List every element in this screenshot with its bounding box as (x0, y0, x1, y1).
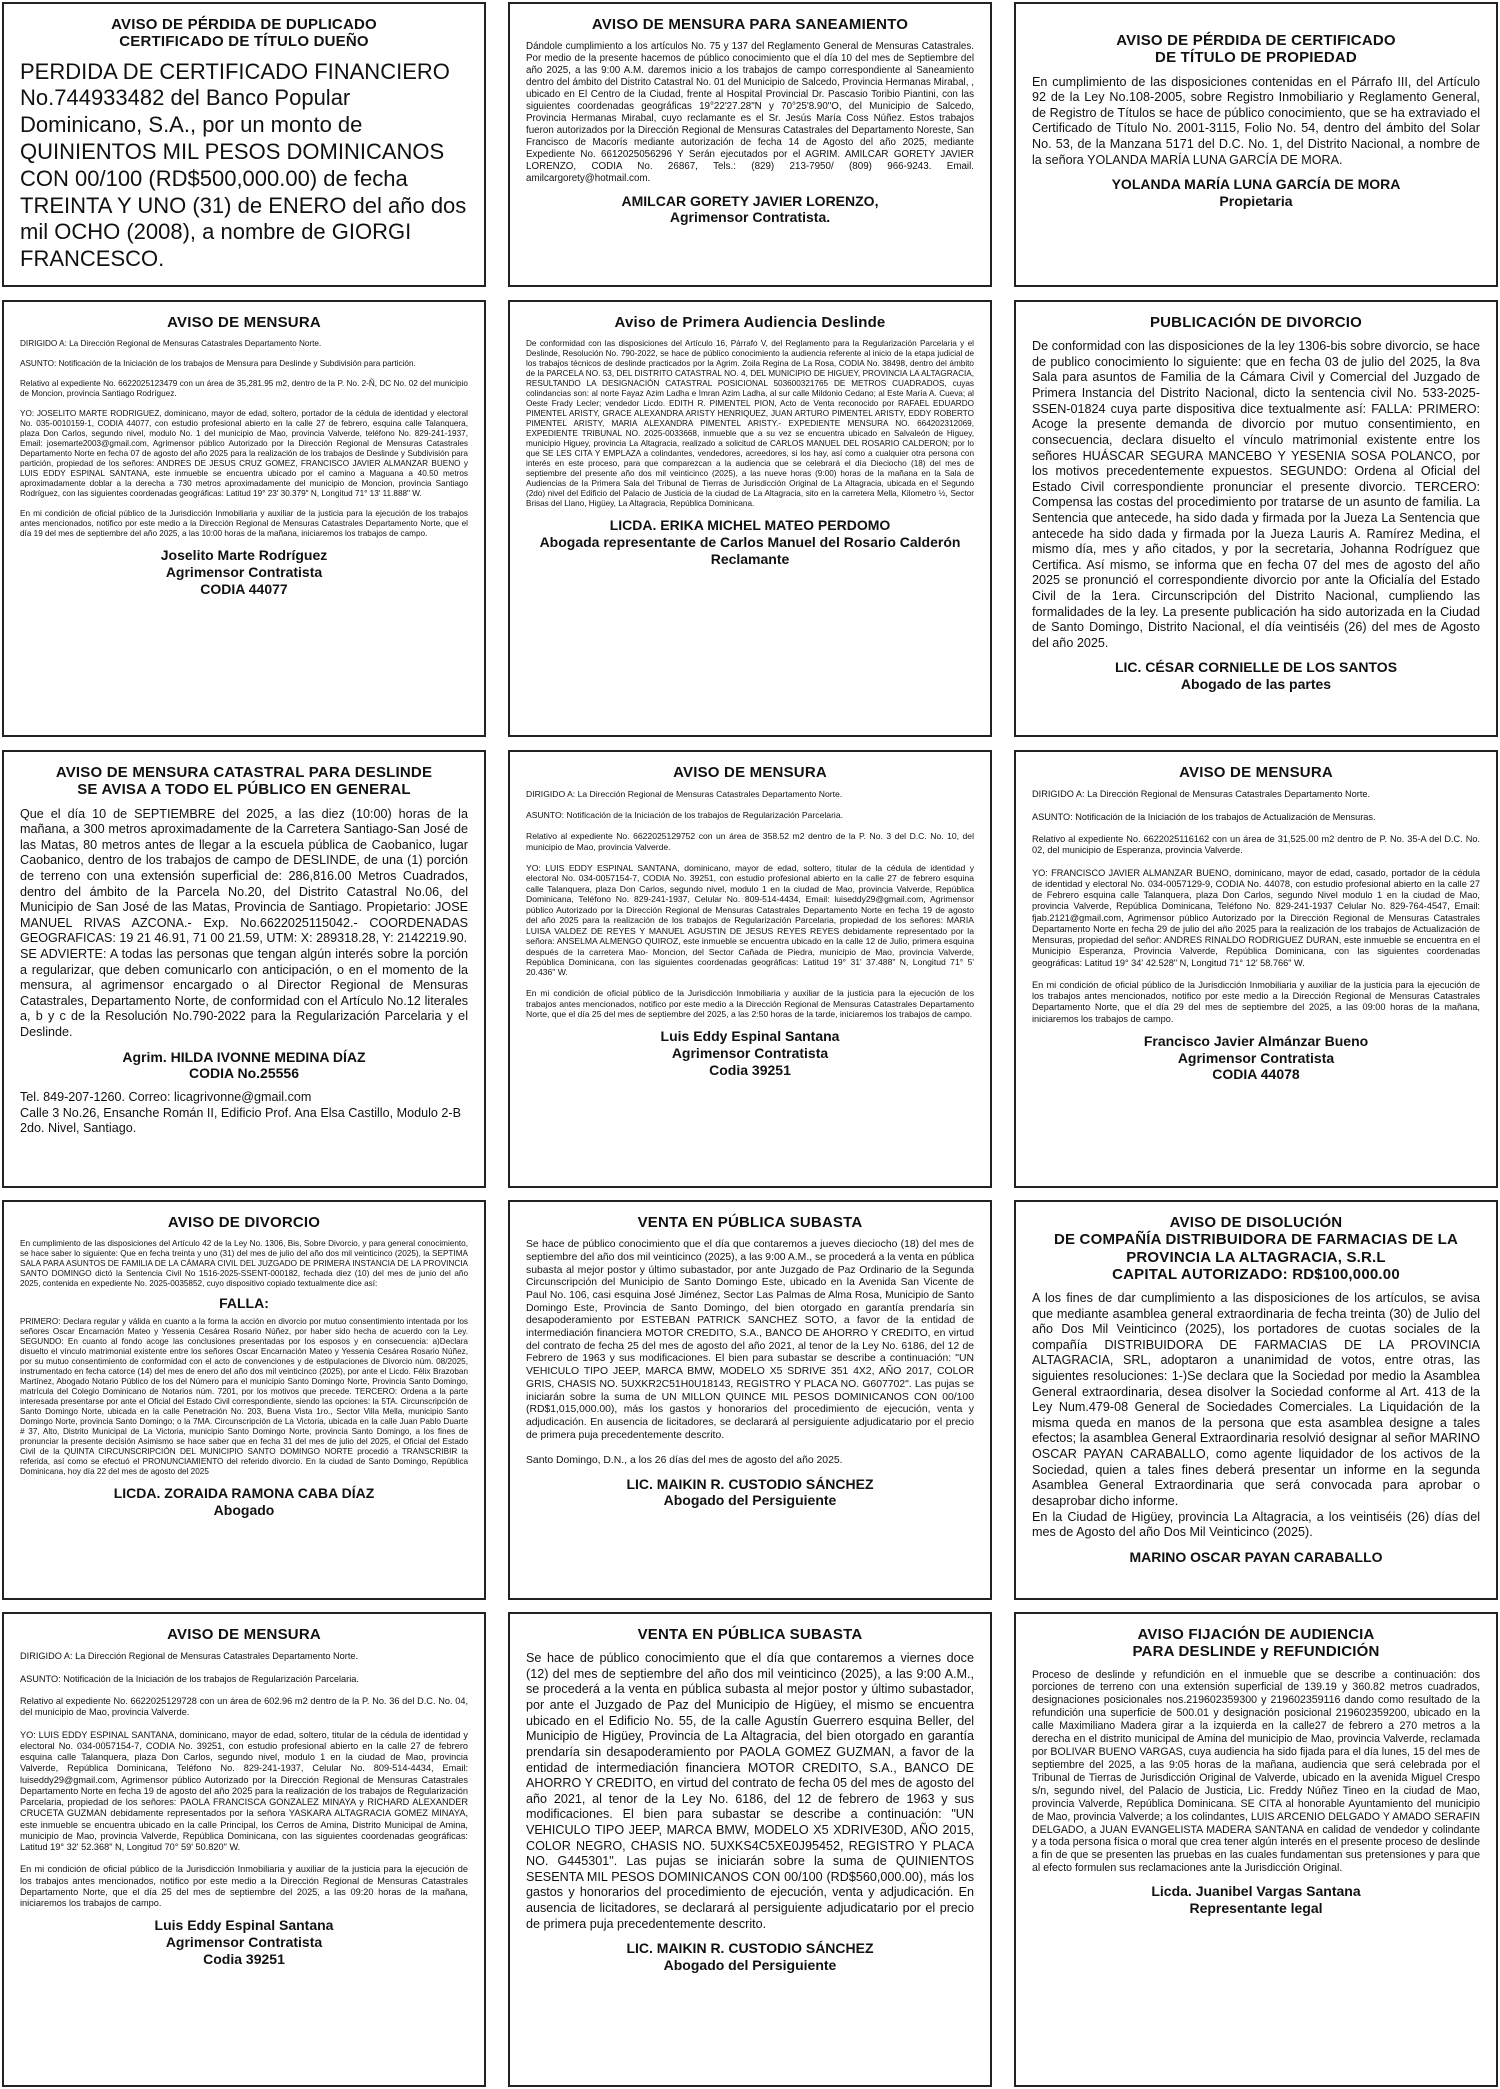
notice-mensura-mao-p3 (508, 750, 992, 1188)
notice-mensura-mao-p36 (2, 1612, 486, 2087)
notice-title: AVISO DE MENSURA (167, 314, 321, 331)
notice-body: En cumplimiento de las disposiciones del Artículo 42 de la Ley No. 1306, Bis, Sobre Divorcio, y para general conocimiento, se hace saber lo siguiente: Que en fecha treinta y uno (31) del mes de julio del año dos mil veinticinco (2025), la SEPTIMA SALA PARA ASUNTOS DE FAMILIA DE LA CÁMARA CIVIL DEL JUZGADO DE PRIMERA INSTANCIA DE LA PROVINCIA SANTO DOMINGO dictó la Sentencia Civil No 1516-2025-SSENT-000182, fechada diez (10) del mes de junio del año 2025, contenida en expediente No. 2025-0035852, cuyo dispositivo copiado textualmente dice así: (20, 1239, 468, 1289)
notice-mensura-saneamiento (508, 2, 992, 287)
notice-venta-subasta-1 (508, 1200, 992, 1600)
notice-title: AVISO DE MENSURA (167, 1626, 321, 1643)
notice-body: DIRIGIDO A: La Dirección Regional de Mensuras Catastrales Departamento Norte. ASUNTO: Notificación de la Iniciación de los trabajos de Actualización de Mensuras. Relativo al expediente No. 6622025116162 con un área de 31,525.00 m2 dentro de P. No. 35-A del D.C. No. 02, del municipio de Esperanza, provincia Valverde. YO: FRANCISCO JAVIER ALMANZAR BUENO, dominicano, mayor de edad, casado, portador de la cédula de identidad y electoral No. 034-0057129-9, CODIA No. 44078, con estudio profesional abierto en la calle 27 de Febrero esquina calle Talanquera, plaza Don Carlos, segundo Nivel modulo 1 en la ciudad de Mao, provincia Valverde, República Dominicana, Teléfono No. 829-241-1937 Celular No. 829-764-4547, Email: fjab.2121@gmail.com, Agrimensor público Autorizado por la Dirección Regional de Mensuras Catastrales Departamento Norte en fecha 29 de julio del año 2025 para la realización de los trabajos de Actualización de Mensuras, propiedad del señor: ANDRES RINALDO RODRIGUEZ DURAN, este inmueble se encuentra en el Municipio Esperanza, Provincia Valverde, República Dominicana, con las siguientes coordenadas geográficas: Latitud 19° 34' 42.528" N, Longitud 71° 12' 58.766" W. En mi condición de oficial público de la Jurisdicción Inmobiliaria y auxiliar de la justicia para la ejecución de los trabajos antes mencionados, notifico por este medio a la Dirección Regional de Mensuras Catastrales Departamento Norte, que el día 29 del mes de septiembre del 2025, a las 09:00 horas de la mañana, iniciaremos los trabajos de campo. (1032, 789, 1480, 1024)
notice-title: AVISO DE DIVORCIO (167, 1214, 321, 1231)
notice-title: PUBLICACIÓN DE DIVORCIO (1149, 314, 1363, 331)
notice-body: A los fines de dar cumplimiento a las disposiciones de los artículos, se avisa que mediante asamblea general extraordinaria de fecha treinta (30) de Julio del año Dos Mil Veinticinco (2025), los portadores de cuotas sociales de la compañía DISTRIBUIDORA DE FARMACIAS DE LA PROVINCIA ALTAGRACIA, SRL, adoptaron a unanimidad de votos, entre otras, las siguientes resoluciones: 1-)Se declara que la Sociedad por medio la Asamblea General extraordinaria, desea disolver la Sociedad conforme al Art. 413 de la Ley Num.479-08 General de Sociedades Comerciales. La Liquidación de la misma queda en manos de la persona que esta asamblea designe a tales efectos; la asamblea General Extraordinaria resolvió designar al señor MARINO OSCAR PAYAN CARABALLO, como agente liquidador de los activos de la Sociedad, quien a tales fines deberá presentar un informe en la segunda Asamblea General Extraordinaria que será convocada para aprobar o desaprobar dicho informe. En la Ciudad de Higüey, provincia La Altagracia, a los veintiséis (26) días del mes de Agosto del año Dos Mil Veinticinco (2025). (1032, 1291, 1480, 1540)
notice-venta-subasta-2 (508, 1612, 992, 2087)
notice-signature: Luis Eddy Espinal Santana Agrimensor Contratista Codia 39251 (154, 1917, 334, 1967)
notice-signature: LICDA. ZORAIDA RAMONA CABA DÍAZ Abogado (113, 1485, 375, 1519)
notice-signature: MARINO OSCAR PAYAN CARABALLO (1129, 1548, 1383, 1565)
notice-signature: LICDA. ERIKA MICHEL MATEO PERDOMO Abogada representante de Carlos Manuel del Rosario Calderón Reclamante (539, 517, 961, 567)
notice-title: AVISO FIJACIÓN DE AUDIENCIA PARA DESLINDE y REFUNDICIÓN (1132, 1626, 1380, 1661)
notice-body-dispositivo: PRIMERO: Declara regular y válida en cuanto a la forma la acción en divorcio por mutuo consentimiento intentada por los señores Oscar Encarnación Mateo y Yessenia Cesárea Rosario Núñez, por haber sido hecha de acuerdo con la Ley. SEGUNDO: En cuanto al fondo acoge las conclusiones presentadas por los esposos y en consecuencia: a)Declara disuelto el vínculo matrimonial existente entre los señores Oscar Encarnación Mateo y Yessenia Cesárea Rosario Núñez, por su mutuo consentimiento de conformidad con el acto de convenciones y de estipulaciones de Divorcio núm. 08/2025, instrumentado en fecha catorce (14) del mes de enero del año dos mil veinticinco (2025), por ante el Licdo. Félix Brazoban Martínez, Abogado Notario Público de los del Número para el municipio Santo Domingo Norte, Provincia Santo Domingo, matrícula del Colegio Dominicano de Notarios núm. 7201, por los motivos que precede. TERCERO: Ordena a la parte interesada presentarse por ante el Oficial del Estado Civil correspondiente, siendo las opciones: la 5TA. Circunscripción de Santo Domingo Norte, ubicada en la calle Penetración No. 203, Buena Vista 1ro., Sector Villa Mella, municipio Santo Domingo Norte, provincia Santo Domingo; o la 7MA. Circunscripción de La Victoria, ubicada en la calle Juan Pablo Duarte # 37, Alto, Distrito Municipal de La Victoria, municipio Santo Domingo Norte, provincia Santo Domingo, a los fines de pronunciar la presente decisión Asimismo se hace saber que en fecha 31 del mes de julio del 2025, el Oficial del Estado Civil de la QUINTA CIRCUNSCRIPCIÓN DEL MUNICIPIO SANTO DOMINGO NORTE procedió a TRANSCRIBIR la referida, así como se efectuó el PRONUNCIAMIENTO del referido divorcio. En la ciudad de Santo Domingo, República Dominicana, hoy día 22 del mes de agosto del 2025 (20, 1317, 468, 1477)
notice-body: Proceso de deslinde y refundición en el inmueble que se describe a continuación: dos porciones de terreno con una extensión superficial de 139.19 y 360.82 metros cuadrados, designaciones posicionales nos.219602359300 y 219602359116 dando como resultado de la refundición una superficie de 500.01 y designación posicional 219602359200, ubicado en la calle Maximiliano Madera girar a la izquierda en la calle27 de febrero a 270 metros a la derecha en el distrito municipal de Amina del municipio de Mao, provincia Valverde, reclamada por BOLIVAR BUENO VARGAS, cuya audiencia ha sido fijada para el día lunes, 15 del mes de septiembre del 2025, a las 9:05 horas de la mañana, audiencia que será celebrada por el Tribunal de Tierras de Jurisdicción Original de Valverde, ubicado en la avenida Miguel Crespo s/n, segundo nivel, del Palacio de Justicia, Lic. Freddy Núñez Tineo en la ciudad de Mao, provincia Valverde, República Dominicana. SE CITA al honorable Ayuntamiento del municipio de Mao, provincia Valverde; a los colindantes, LUIS ARCENIO DELGADO Y AMADO SERAFIN DELGADO, a JUAN EVANGELISTA MADERA SANTANA en calidad de vendedor y colindante y a toda persona física o moral que crea tener algún interés en el presente proceso de deslinde a fin de que se presenten las pruebas en las cuales fundamentan sus pretensiones y para que al efecto formulen sus reclamaciones ante la Jurisdicción Original. (1032, 1668, 1480, 1875)
notice-mensura-catastral-deslinde (2, 750, 486, 1188)
notice-disolucion-compania (1014, 1200, 1498, 1600)
notice-perdida-titulo-propiedad (1014, 2, 1498, 287)
notice-signature: LIC. MAIKIN R. CUSTODIO SÁNCHEZ Abogado del Persiguiente (626, 1475, 874, 1509)
notice-body: Se hace de público conocimiento que el día que contaremos a jueves dieciocho (18) del mes de septiembre del año dos mil veinticinco (2025), a las 9:00 A.M., se procederá a la venta en pública subasta al mejor postor y último subastador, por ante Juzgado de Paz Ordinario de la Segunda Circunscripción del Municipio de Santo Domingo Este, ubicado en la Avenida San Vicente de Paul No. 106, casi esquina José Jiménez, Sector Las Palmas de Alma Rosa, Municipio de Santo Domingo Este, Provincia de Santo Domingo, del bien otorgado en garantía prendaría sin desapoderamiento por ESTEBAN PATRICK SANCHEZ SOTO, a favor de la entidad de intermediación financiera MOTOR CREDITO, S.A., BANCO DE AHORRO Y CREDITO, en virtud del contrato de fecha 25 del mes de agosto del año 2021, al tenor de la Ley No. 6186, del 12 de Febrero de 1963 y sus modificaciones. El bien para subastar se describe a continuación: "UN VEHICULO TIPO JEEP, MARCA BMW, MODELO X5 SDRIVE 351 4X2, AÑO 2017, COLOR GRIS, CHASIS NO. 5UXKR2C51H0U18143, REGISTRO Y PLACA NO. G607702". Las pujas se iniciarán sobre la suma de UN MILLON QUINCE MIL PESOS DOMINICANOS CON 00/100 (RD$1,015,000.00), más los gastos y honorarios del procedimiento de ejecución, venta y adjudicación. En ausencia de licitadores, se declarará al persiguiente adjudicatario por el precio de primera puja precedentemente descrito. Santo Domingo, D.N., a los 26 días del mes de agosto del año 2025. (526, 1239, 974, 1466)
notice-body: Se hace de público conocimiento que el día que contaremos a viernes doce (12) del mes de septiembre del año dos mil veinticinco (2025), a las 9:00 A.M., se procederá a la venta en pública subasta al mejor postor y último subastador, por ante el Juzgado de Paz del Municipio de Higüey, el mismo se encuentra ubicado en el Edificio No. 55, de la calle Agustín Guerrero esquina Beller, del Municipio de Higüey, Provincia de La Altagracia, del bien otorgado en garantía prendaría sin desapoderamiento por PAOLA GOMEZ GUZMAN, a favor de la entidad de intermediación financiera MOTOR CREDITO, S.A., BANCO DE AHORRO Y CREDITO, en virtud del contrato de fecha 05 del mes de agosto del año 2021, al tenor de la Ley No. 6186, del 12 de febrero de 1963 y sus modificaciones. El bien para subastar se describe a continuación: "UN VEHICULO TIPO JEEP, MARCA BMW, MODELO X5 XDRIVE30D, AÑO 2015, COLOR NEGRO, CHASIS NO. 5UXKS4C5XE0J95452, REGISTRO Y PLACA NO. G445301". Las pujas se iniciarán sobre la suma de QUINIENTOS SESENTA MIL PESOS DOMINICANOS CON 00/100 (RD$560,000.00), más los gastos y honorarios del procedimiento de ejecución, venta y adjudicación. En ausencia de licitadores, se declarará al persiguiente adjudicatario por el precio de primera puja precedentemente descrito. (526, 1651, 974, 1931)
notice-signature: Francisco Javier Almánzar Bueno Agrimensor Contratista CODIA 44078 (1143, 1032, 1369, 1083)
notice-title: AVISO DE PÉRDIDA DE DUPLICADO CERTIFICADO DE TÍTULO DUEÑO (111, 16, 377, 51)
notice-falla-heading: FALLA: (219, 1295, 269, 1312)
notice-title: Aviso de Primera Audiencia Deslinde (614, 314, 886, 331)
notice-body: Que el día 10 de SEPTIEMBRE del 2025, a las diez (10:00) horas de la mañana, a 300 metros aproximadamente de la Carretera Santiago-San José de las Matas, 80 metros antes de llegar a la escuela pública de Caobanico, lugar Caobanico, dentro de los trabajos de campo de DESLINDE, de una (1) porción de terreno con una extensión superficial de: 286,816.00 Metros Cuadrados, dentro del ámbito de la Parcela No.20, del Distrito Catastral No.06, del Municipio de San José de las Matas, Provincia de Santiago. Propietario: JOSE MANUEL RIVAS AZCONA.- Exp. No.6622025115042.- COORDENADAS GEOGRAFICAS: 19 21 46.91, 71 00 21.59, UTM: X: 289318.28, Y: 2142219.90. SE ADVIERTE: A todas las personas que tengan algún interés sobre la porción a regularizar, que deben comunicarlo con anticipación, o en el momento de la mensura, al agrimensor encargado o al Director Regional de Mensuras Catastrales, Departamento Norte, de conformidad con el Artículo No.12 literales a, b y c de la Resolución No.790-2022 para la Regularización Parcelaria y el Deslinde. (20, 806, 468, 1040)
notice-body: DIRIGIDO A: La Dirección Regional de Mensuras Catastrales Departamento Norte. ASUNTO: Notificación de la Iniciación de los trabajos de Regularización Parcelaria. Relativo al expediente No. 6622025129752 con un área de 358.52 m2 dentro de la P. No. 3 del D.C. No. 10, del municipio de Mao, provincia Valverde. YO: LUIS EDDY ESPINAL SANTANA, dominicano, mayor de edad, soltero, titular de la cédula de identidad y electoral No. 034-0057154-7, CODIA No. 39251, con estudio profesional abierto en la calle 27 de febrero esquina calle Talanquera, plaza Don Carlos, segundo nivel, modulo 1 en la ciudad de Mao, provincia Valverde, República Dominicana, Teléfono No. 829-241-1937, Celular No. 809-514-4434, Email: luiseddy29@gmail.com, Agrimensor público Autorizado por la Dirección Regional de Mensuras Catastrales Departamento Norte en fecha 19 de agosto del año 2025 para la realización de los trabajos de Regularización Parcelaria, propiedad de los señores: MARIA LUISA VALDEZ DE REYES Y MANUEL AGUSTIN DE JESUS REYES REYES debidamente representado por la señora: ANSELMA ALMENGO QUIROZ, este inmueble se encuentra ubicado en la calle 12 de Julio, primera esquina después de la carretera Mao- Moncion, del Sector Cañada de Piedra, municipio de Mao, provincia Valverde, República Dominicana, con las siguientes coordenadas geográficas: Latitud 19° 31' 37.488" N, Longitud 71° 5' 20.436" W. En mi condición de oficial público de la Jurisdicción Inmobiliaria y auxiliar de la justicia para la ejecución de los trabajos antes mencionados, notifico por este medio a la Dirección Regional de Mensuras Catastrales Departamento Norte, que el día 25 del mes de septiembre del 2025, a las 2:50 horas de la tarde, iniciaremos los trabajos de campo. (526, 789, 974, 1020)
notice-title: AVISO DE PÉRDIDA DE CERTIFICADO DE TÍTULO DE PROPIEDAD (1116, 32, 1396, 67)
notice-mensura-moncion (2, 300, 486, 737)
notice-body: Dándole cumplimiento a los artículos No. 75 y 137 del Reglamento General de Mensuras Catastrales. Por medio de la presente hacemos de público conocimiento que el día 10 del mes de Septiembre del año 2025, a las 9:00 A.M. daremos inicio a los trabajos de campo correspondiente al Saneamiento dentro del ámbito del Distrito Catastral No. 01 del Municipio de Salcedo, Provincia Hermanas Mirabal, , ubicado en El Centro de la Ciudad, frente al Hospital Provincial Dr. Pascasio Toribio Piantini, con las siguientes coordenadas geográficas 19°22'27.28"N y 70°25'8.90"O, del Municipio de Salcedo, Provincia Hermanas Mirabal, cuyo reclamante es el Sr. Jesús María Coss Núñez. Estos trabajos fueron autorizados por la Dirección Regional de Mensuras Catastrales del Departamento Noreste, San Francisco de Macorís mediante autorización de fecha 14 de Agosto del año 2025, mediante Expediente No. 6612025056296 Y Serán ejecutados por el AGRIM. AMILCAR GORETY JAVIER LORENZO, CODIA No. 26867, Tels.: (829) 213-7950/ (809) 966-9243. Email. amilcargorety@hotmail.com. (526, 41, 974, 184)
notice-title: AVISO DE DISOLUCIÓN DE COMPAÑÍA DISTRIBUIDORA DE FARMACIAS DE LA PROVINCIA LA ALTAGRACIA, S.R.L CAPITAL AUTORIZADO: RD$100,000.00 (1053, 1214, 1459, 1283)
notice-signature: LIC. MAIKIN R. CUSTODIO SÁNCHEZ Abogado del Persiguiente (626, 1940, 874, 1974)
notice-primera-audiencia-deslinde (508, 300, 992, 737)
notice-signature: Agrim. HILDA IVONNE MEDINA DÍAZ CODIA No.25556 (122, 1048, 366, 1082)
notice-title: AVISO DE MENSURA (1179, 764, 1333, 781)
notice-fijacion-audiencia (1014, 1612, 1498, 2087)
notice-body: En cumplimiento de las disposiciones contenidas en el Párrafo III, del Artículo 92 de la Ley No.108-2005, sobre Registro Inmobiliario y Reglamento General, de Registro de Títulos se hace de público conocimiento, que se ha extraviado el Certificado de Título No. 2001-3115, Folio No. 54, dentro del ámbito del Solar No. 53, de la Manzana 5171 del D.C. No. 1, del Distrito Nacional, a nombre de la señora YOLANDA MARÍA LUNA GARCÍA DE MORA. (1032, 74, 1480, 167)
notice-signature: LIC. CÉSAR CORNIELLE DE LOS SANTOS Abogado de las partes (1114, 659, 1398, 693)
notice-body: PERDIDA DE CERTIFICADO FINANCIERO No.744933482 del Banco Popular Dominicano, S.A., por un monto de QUINIENTOS MIL PESOS DOMINICANOS CON 00/100 (RD$500,000.00) de fecha TREINTA Y UNO (31) de ENERO del año dos mil OCHO (2008), a nombre de GIORGI FRANCESCO. (20, 58, 467, 272)
notice-body: De conformidad con las disposiciones del Artículo 16, Párrafo V, del Reglamento para la Regularización Parcelaria y el Deslinde, Resolución No. 790-2022, se hace de público conocimiento la audiencia referente al inicio de la etapa judicial de los trabajos técnicos de deslinde practicados por la Agrim. Zoila Regina de La Rosa, CODIA No. 38498, dentro del ámbito de la PARCELA NO. 53, DEL DISTRITO CATASTRAL NO. 4, DEL MUNICIPIO DE HIGUEY, PROVINCIA LA ALTAGRACIA, RESULTANDO LA DESIGNACIÓN CATASTRAL POSICIONAL 503600321765 DE METROS CUADRADOS, cuyas colindancias son: al norte Fayaz Azim Ladha e Imran Azim Ladha, al sur calle Mildonio Cedano; al Este María A. Cueva; al Oeste Frady Lecler; vendedor Licdo. EDITH R. PIMENTEL PION, Acto de Venta reconocido por RAFAEL EDUARDO PIMENTEL ARISTY, GRACE ALEXANDRA ARISTY HENRIQUEZ, JUAN ARTURO PIMENTEL ARISTY, EDDY ROBERTO PIMENTEL ARISTY, MARIA ALEXANDRA PIMENTEL ARISTY.- EXPEDIENTE MENSURA NO. 664202312069, EXPEDIENTE TRIBUNAL NO. 2025-0033668, inmueble que a su vez se encuentra ubicado en Salvaleón de Higuey, municipio Higuey, provincia La Altagracia, realizado a solicitud de CARLOS MANUEL DEL ROSARIO CALDERON; por lo que SE LES CITA Y EMPLAZA a colindantes, vendedores, acreedores, si los hay, así como a cualquier otra persona con interés en este proceso, para que comparezcan a la audiencia que se celebrará el día Dieciocho (18) del mes de septiembre del presente año dos mil veinticinco (2025), a las nueve horas (9:00) horas de la mañana en la Sala de Audiencias de la Primera Sala del Tribunal de Tierras de Jurisdicción Original de La Altagracia, ubicada en el Segundo (2do) nivel del Edificio del Palacio de Justicia de la ciudad de La Altagracia, sito en la carretera Mella, Kilometro ½, Sector Brisas del Llano, Higüey, La Altagracia, República Dominicana. (526, 339, 974, 509)
notice-signature: AMILCAR GORETY JAVIER LORENZO, Agrimensor Contratista. (621, 192, 879, 226)
notice-body: De conformidad con las disposiciones de la ley 1306-bis sobre divorcio, se hace de publico conocimiento lo siguiente: que en fecha 03 de julio del 2025, la 8va Sala para asuntos de Familia de la Cámara Civil y Comercial del Juzgado de Primera Instancia del Distrito Nacional, dicto la sentencia civil No. 533-2025-SSEN-01824 cuya parte dispositiva dice textualmente así: FALLA: PRIMERO: Acoge la presente demanda de divorcio por mutuo consentimiento, en consecuencia, declara disuelto el vínculo matrimonial existente entre los señores HUÁSCAR SEGURA MANCEBO Y YESENIA SOSA POLANCO, por los motivos precedentemente expuestos. SEGUNDO: Ordena al Oficial del Estado Civil correspondiente pronunciar el presente divorcio. TERCERO: Compensa las costas del procedimiento por tratarse de un asunto de familia. La Sentencia que antecede, ha sido dada y firmada por la Jueza La Sentencia que antecede ha sido dada y firmada por la Jueza Lauris A. Ramírez Medina, el mismo día, mes y año citados, y por la secretaria, Johanna Rodríguez que Certifica. Así mismo, se informa que en fecha 07 del mes de agosto del año 2025 se pronunció el correspondiente divorcio por ante la Oficialía del Estado Civil de la 1era. Circunscripción del Distrito Nacional, cumpliendo las formalidades de la ley. La presente publicación ha sido autorizada en la Ciudad de Santo Domingo, Distrito Nacional, el día veintiséis (26) del mes de Agosto del año 2025. (1032, 339, 1480, 650)
notice-body: DIRIGIDO A: La Dirección Regional de Mensuras Catastrales Departamento Norte. ASUNTO: Notificación de la Iniciación de los trabajos de Regularización Parcelaria. Relativo al expediente No. 6622025129728 con un área de 602.96 m2 dentro de la P. No. 36 del D.C. No. 04, del municipio de Mao, provincia Valverde. YO: LUIS EDDY ESPINAL SANTANA, dominicano, mayor de edad, soltero, titular de la cédula de identidad y electoral No. 034-0057154-7, CODIA No. 39251, con estudio profesional abierto en la calle 27 de febrero esquina calle Talanquera, plaza Don Carlos, segundo nivel, modulo 1 en la ciudad de Mao, provincia Valverde, República Dominicana, Teléfono No. 829-241-1937, Celular No. 809-514-4434, Email: luiseddy29@gmail.com, Agrimensor público Autorizado por la Dirección Regional de Mensuras Catastrales Departamento Norte en fecha 19 de agosto del año 2025 para la realización de los trabajos de Regularización Parcelaria, propiedad de los señores: PAOLA FRANCISCA GONZALEZ MINAYA y RICHARD ALEXANDER CRUCETA GUZMAN debidamente representados por la señora YASKARA ALTAGRACIA GOMEZ MINAYA, este inmueble se encuentra ubicado en la calle Principal, los Cerros de Amina, Distrito Municipal de Amina, municipio de Mao, provincia Valverde, República Dominicana, con las siguientes coordenadas geográficas: Latitud 19° 32' 52.368" N, Longitud 70° 59' 50.820" W. En mi condición de oficial público de la Jurisdicción Inmobiliaria y auxiliar de la justicia para la ejecución de los trabajos antes mencionados, notifico por este medio a la Dirección Regional de Mensuras Catastrales Departamento Norte, que el día 25 del mes de septiembre del 2025, a las 09:20 horas de la mañana, iniciaremos los trabajos de campo. (20, 1651, 468, 1909)
notice-publicacion-divorcio (1014, 300, 1498, 737)
notice-mensura-esperanza (1014, 750, 1498, 1188)
notice-title: AVISO DE MENSURA PARA SANEAMIENTO (591, 16, 909, 33)
notice-signature: Joselito Marte Rodríguez Agrimensor Contratista CODIA 44077 (160, 547, 328, 597)
notice-title: AVISO DE MENSURA (673, 764, 827, 781)
notice-title: VENTA EN PÚBLICA SUBASTA (637, 1626, 863, 1643)
notice-perdida-certificado-financiero (2, 2, 486, 287)
notice-body: DIRIGIDO A: La Dirección Regional de Mensuras Catastrales Departamento Norte. ASUNTO: Notificación de la Iniciación de los trabajos de Mensura para Deslinde y Subdivisión para partición. Relativo al expediente No. 6622025123479 con un área de 35,281.95 m2, dentro de la P. No. 2-Ñ, DC No. 02 del municipio de Moncion, provincia Santiago Rodríguez. YO: JOSELITO MARTE RODRIGUEZ, dominicano, mayor de edad, soltero, portador de la cédula de identidad y electoral No. 035-0010159-1, CODIA 44077, con estudio profesional abierto en la calle 27 de febrero, esquina calle Talanquera, plaza Don Carlos, segundo nivel, modulo No. 1 del municipio de Mao, provincia Valverde, teléfono No. 829-241-1937, Email: josemarte2003@gmail.com, Agrimensor público Autorizado por la Dirección Regional de Mensuras Catastrales Departamento Norte en fecha 07 de agosto del año 2025 para la realización de los trabajos de Deslinde y Subdivisión para partición, propiedad de los señores: ANDRES DE JESUS CRUZ GOMEZ, FRANCISCO JAVIER ALMANZAR BUENO y LUIS EDDY ESPINAL SANTANA, este inmueble se encuentra ubicado por el camino a Maguana a 40.50 metros aproximadamente doblar a la derecha a 730 metros aproximadamente del municipio de Moncion, provincia Santiago Rodríguez, con las siguientes coordenadas geográficas: Latitud 19° 23' 30.379" N, Longitud 71° 13' 11.888" W. En mi condición de oficial público de la Jurisdicción Inmobiliaria y auxiliar de la justicia para la ejecución de los trabajos antes mencionados, notifico por este medio a la Dirección Regional de Mensuras Catastrales Departamento Norte, que el día 19 del mes de septiembre del año 2025, a las 10:00 horas de la mañana, iniciaremos los trabajos de campo. (20, 339, 468, 539)
notice-signature: Luis Eddy Espinal Santana Agrimensor Contratista Codia 39251 (660, 1027, 840, 1078)
notice-contact: Tel. 849-207-1260. Correo: licagrivonne@gmail.com Calle 3 No.26, Ensanche Román II, Edificio Prof. Ana Elsa Castillo, Modulo 2-B 2do. Nivel, Santiago. (20, 1090, 462, 1136)
notice-signature: YOLANDA MARÍA LUNA GARCÍA DE MORA Propietaria (1111, 176, 1401, 209)
notice-aviso-divorcio (2, 1200, 486, 1600)
notice-signature: Licda. Juanibel Vargas Santana Representante legal (1151, 1883, 1361, 1917)
notice-title: AVISO DE MENSURA CATASTRAL PARA DESLINDE SE AVISA A TODO EL PÚBLICO EN GENERAL (55, 764, 433, 799)
notice-title: VENTA EN PÚBLICA SUBASTA (637, 1214, 863, 1231)
